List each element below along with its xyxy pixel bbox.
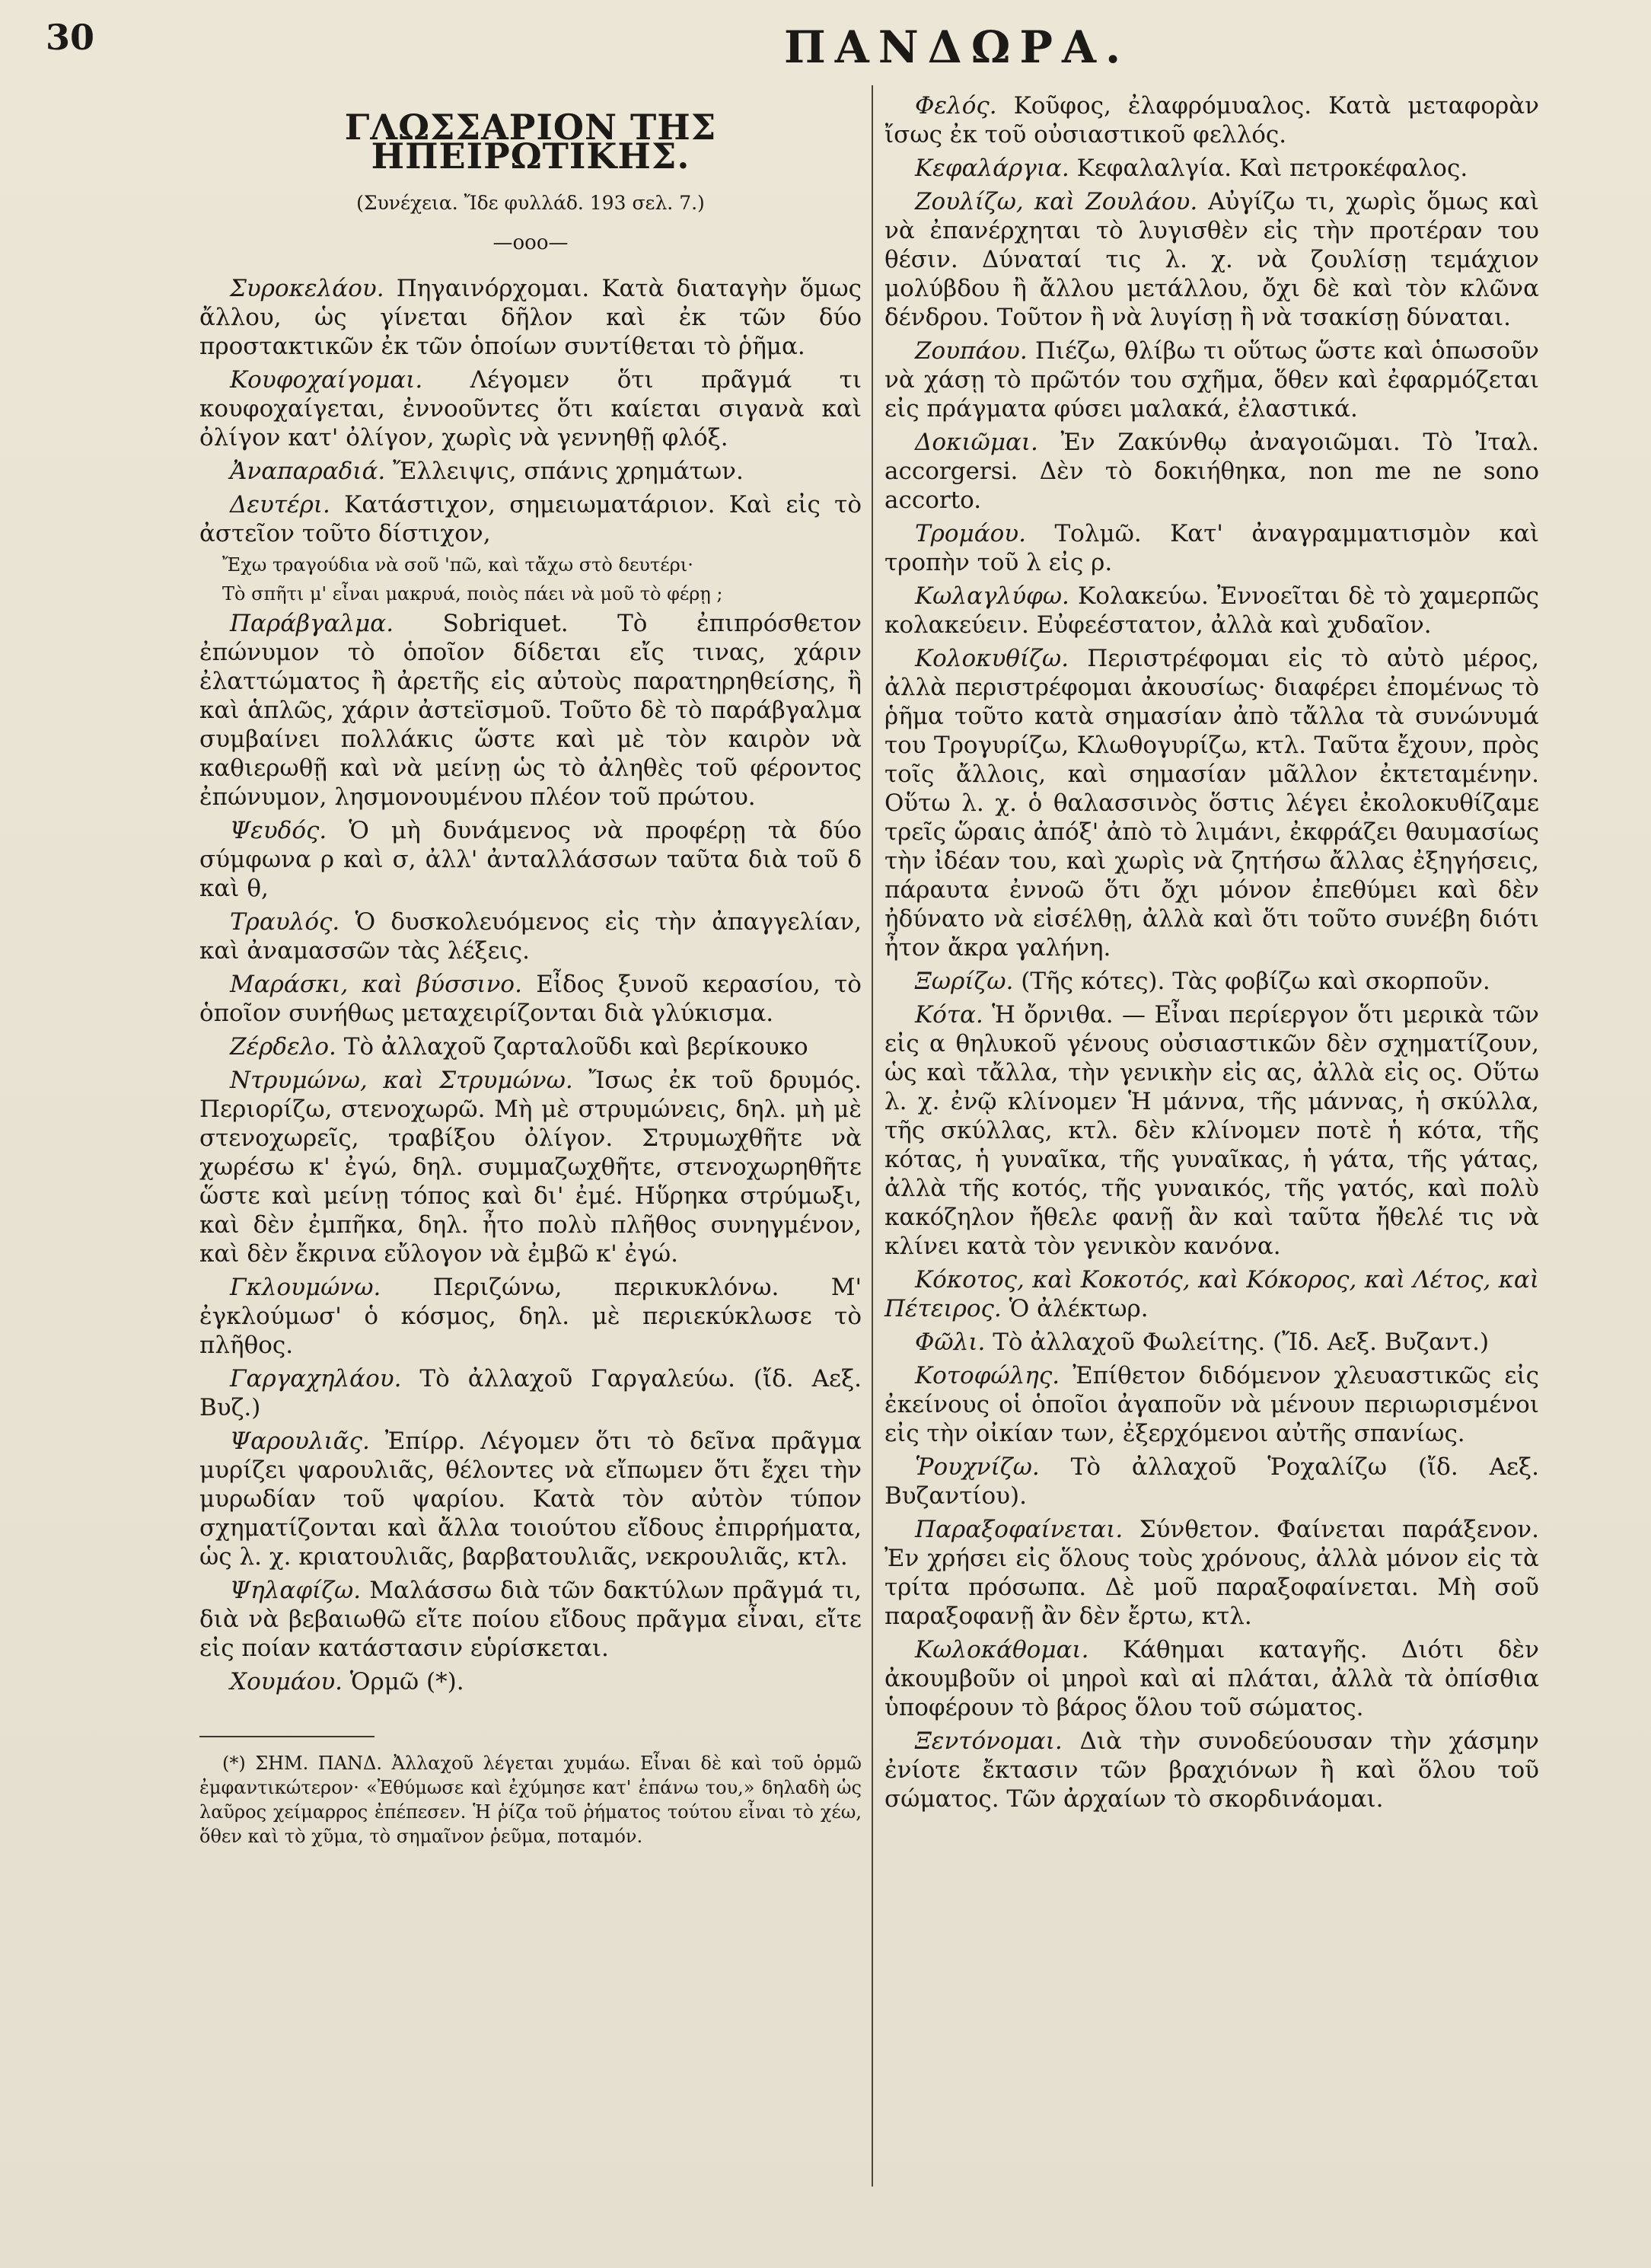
headword: Κουφοχαίγομαι.: [230, 366, 423, 394]
glossary-entry: [884, 644, 1539, 962]
glossary-entry: [884, 1635, 1539, 1722]
glossary-entry: [884, 337, 1539, 423]
glossary-entry: [884, 1328, 1539, 1357]
headword: Φελός.: [915, 92, 997, 120]
headword: Κότα.: [915, 1001, 983, 1029]
glossary-entry: [199, 816, 862, 903]
glossary-entry: [199, 1427, 862, 1571]
footnote-rule: [199, 1736, 375, 1737]
glossary-entry: [199, 609, 862, 812]
definition: Τὸ ἀλλαχοῦ Ῥοχαλίζω (ἴδ. Αεξ. Βυζαντίου).: [884, 1453, 1539, 1510]
headword: Ἀναπαραδιά.: [230, 458, 386, 485]
definition: Τὸ ἀλλαχοῦ Φωλείτης. (Ἴδ. Αεξ. Βυζαντ.): [993, 1329, 1490, 1356]
headword: Ψαρουλιᾶς.: [230, 1427, 370, 1455]
glossary-entry: [884, 519, 1539, 577]
headword: Κωλοκάθομαι.: [915, 1636, 1089, 1664]
definition: Κοῦφος, ἐλαφρόμυαλος. Κατὰ μεταφορὰν ἴσως ἐκ τοῦ οὐσιαστικοῦ φελλός.: [884, 92, 1539, 148]
glossary-entry: [199, 1576, 862, 1663]
headword: Παραξοφαίνεται.: [915, 1516, 1124, 1543]
headword: Φῶλι.: [915, 1329, 986, 1356]
definition: (Τῆς κότες). Τὰς φοβίζω καὶ σκορποῦν.: [1021, 968, 1490, 995]
glossary-entry: [199, 457, 862, 486]
headword: Ντρυμώνω, καὶ Στρυμώνω.: [230, 1067, 573, 1094]
definition: Ὁ μὴ δυνάμενος νὰ προφέρῃ τὰ δύο σύμφωνα ρ καὶ σ, ἀλλ' ἀνταλλάσσων ταῦτα διὰ τοῦ δ καὶ θ,: [199, 817, 862, 902]
glossary-entry: [884, 582, 1539, 640]
definition: Λέγομεν ὅτι πρᾶγμά τι κουφοχαίγεται, ἐννοοῦντες ὅτι καίεται σιγανὰ καὶ ὀλίγον κατ' ὀλίγον, χωρὶς νὰ γεννηθῇ φλόξ.: [199, 366, 862, 451]
definition: Περιζώνω, περικυκλόνω. Μ' ἐγκλούμωσ' ὁ κόσμος, δηλ. μὲ περιεκύκλωσε τὸ πλῆθος.: [199, 1274, 862, 1359]
headword: Ψευδός.: [230, 817, 327, 844]
headword: Δοκιῶμαι.: [915, 429, 1038, 456]
glossary-entry: [884, 1727, 1539, 1813]
glossary-entry: [199, 1364, 862, 1422]
headword: Ζουπάου.: [915, 337, 1028, 365]
glossary-entry: [199, 1066, 862, 1268]
glossary-entry: [199, 490, 862, 548]
section-title: ΓΛΩΣΣΑΡΙΟΝ ΤΗΣ ΗΠΕΙΡΩΤΙΚΗΣ.: [344, 107, 717, 177]
section-subtitle: (Συνέχεια. Ἴδε φυλλάδ. 193 σελ. 7.): [356, 192, 705, 214]
verse-line: Τὸ σπῆτι μ' εἶναι μακρυά, ποιὸς πάει νὰ μοῦ τὸ φέρῃ ;: [222, 583, 723, 604]
definition: Ἴσως ἐκ τοῦ δρυμός. Περιορίζω, στενοχωρῶ. Μὴ μὲ στρυμώνεις, δηλ. μὴ μὲ στενοχωρεῖς, τραβίξου ὀλίγον. Στρυμωχθῆτε νὰ χωρέσω κ' ἐγώ, δηλ. συμμαζωχθῆτε, στενοχωρηθῆτε ὥστε καὶ μείνῃ τόπος καὶ δι' ἐμέ. Ηὕρηκα στρύμωξι, καὶ δὲν ἐμπῆκα, δηλ. ἦτο πολὺ πλῆθος συνηγμένον, καὶ δὲν ἔκρινα εὔλογον νὰ ἐμβῶ κ' ἐγώ.: [199, 1067, 862, 1268]
running-title: ΠΑΝΔΩΡΑ.: [784, 21, 1130, 73]
definition: Ὁ δυσκολευόμενος εἰς τὴν ἀπαγγελίαν, καὶ ἀναμασσῶν τὰς λέξεις.: [199, 908, 862, 965]
definition: Ἐπίρρ. Λέγομεν ὅτι τὸ δεῖνα πρᾶγμα μυρίζει ψαρουλιᾶς, θέλοντες νὰ εἴπωμεν ὅτι ἔχει τὴν μυρωδίαν τοῦ ψαρίου. Κατὰ τὸν αὐτὸν τύπον σχηματίζονται καὶ ἄλλα τοιούτου εἴδους ἐπιρρήματα, ὡς λ. χ. κριατουλιᾶς, βαρβατουλιᾶς, νεκρουλιᾶς, κτλ.: [199, 1427, 862, 1571]
glossary-entry: [884, 91, 1539, 149]
right-column: [884, 91, 1539, 1818]
headword: Συροκελάου.: [230, 275, 384, 302]
definition: Εἶδος ξυνοῦ κερασίου, τὸ ὁποῖον συνήθως μεταχειρίζονται διὰ γλύκισμα.: [199, 971, 862, 1027]
headword: Ζέρδελο.: [230, 1033, 336, 1061]
definition: Ἐν Ζακύνθῳ ἀναγοιῶμαι. Τὸ Ἰταλ. accorgersi. Δὲν τὸ δοκιήθηκα, non me ne sono accorto.: [884, 429, 1539, 514]
headword: Τρομάου.: [915, 520, 1027, 547]
glossary-entry: [199, 1032, 862, 1061]
definition: Σύνθετον. Φαίνεται παράξενον. Ἐν χρήσει εἰς ὅλους τοὺς χρόνους, ἀλλὰ μόνον εἰς τὰ τρίτα πρόσωπα. Δὲ μοῦ παραξοφαίνεται. Μὴ σοῦ παραξοφανῇ ἂν δὲν ἔρτω, κτλ.: [884, 1516, 1539, 1630]
headword: Ῥουχνίζω.: [915, 1453, 1040, 1481]
headword: Δευτέρι.: [230, 491, 330, 518]
definition: Ὁ ἀλέκτωρ.: [1009, 1295, 1149, 1322]
glossary-entry: [199, 908, 862, 965]
headword: Ξεντόνομαι.: [915, 1727, 1063, 1755]
headword: Μαράσκι, καὶ βύσσινο.: [230, 971, 522, 998]
headword: Παράβγαλμα.: [230, 610, 394, 637]
definition: Τολμῶ. Κατ' ἀναγραμματισμὸν καὶ τροπὴν τοῦ λ εἰς ρ.: [884, 520, 1539, 576]
headword: Κοτοφώλης.: [915, 1362, 1060, 1389]
headword: Τραυλός.: [230, 908, 340, 936]
glossary-entry: [884, 154, 1539, 183]
verse-line: Ἔχω τραγούδια νὰ σοῦ 'πῶ, καὶ τἄχω στὸ δευτέρι·: [222, 554, 693, 576]
headword: Ζουλίζω, καὶ Ζουλάου.: [915, 188, 1198, 215]
definition: Τὸ ἀλλαχοῦ Γαργαλεύω. (ἴδ. Αεξ. Βυζ.): [199, 1365, 862, 1421]
definition: Διὰ τὴν συνοδεύουσαν τὴν χάσμην ἐνίοτε ἔκτασιν τῶν βραχιόνων ἢ καὶ ὅλου τοῦ σώματος. Τῶν ἀρχαίων τὸ σκορδινάομαι.: [884, 1727, 1539, 1813]
definition: Αὐγίζω τι, χωρὶς ὅμως καὶ νὰ ἐπανέρχηται τὸ λυγισθὲν εἰς τὴν προτέραν του θέσιν. Δύναταί τις λ. χ. νὰ ζουλίσῃ τεμάχιον μολύβδου ἢ ἄλλου μετάλλου, ὄχι δὲ καὶ τὸν κλῶνα δένδρου. Τοῦτον ἢ νὰ λυγίσῃ ἢ νὰ τσακίσῃ δύναται.: [884, 188, 1539, 331]
glossary-entry: [884, 967, 1539, 996]
glossary-entry: [199, 1667, 862, 1696]
glossary-entry: [884, 1453, 1539, 1510]
definition: Πηγαινόρχομαι. Κατὰ διαταγὴν ὅμως ἄλλου, ὡς γίνεται δῆλον καὶ ἐκ τῶν δύο προστακτικῶν ἐκ τῶν ὁποίων συντίθεται τὸ ῥῆμα.: [199, 275, 862, 360]
page-number: 30: [46, 17, 95, 58]
glossary-entry: [199, 365, 862, 452]
definition: Ἐπίθετον διδόμενον χλευαστικῶς εἰς ἐκείνους οἱ ὁποῖοι ἀγαποῦν νὰ μένουν περιωρισμένοι εἰς τὴν οἰκίαν των, ἐξερχόμενοι αὐτῆς σπανίως.: [884, 1362, 1539, 1447]
definition: Κάθημαι καταγῆς. Διότι δὲν ἀκουμβοῦν οἱ μηροὶ καὶ αἱ πλάται, ἀλλὰ τὰ ὀπίσθια ὑποφέρουν τὸ βάρος ὅλου τοῦ σώματος.: [884, 1636, 1539, 1721]
headword: Γκλουμώνω.: [230, 1274, 381, 1301]
column-divider: [872, 85, 873, 2187]
definition: Πιέζω, θλίβω τι οὕτως ὥστε καὶ ὁπωσοῦν νὰ χάσῃ τὸ πρῶτόν του σχῆμα, ὅθεν καὶ ἐφαρμόζεται εἰς πράγματα φύσει μαλακά, ἐλαστικά.: [884, 337, 1539, 423]
definition: Κατάστιχον, σημειωματάριον. Καὶ εἰς τὸ ἀστεῖον τοῦτο δίστιχον,: [199, 491, 862, 547]
definition: Ἡ ὄρνιθα. — Εἶναι περίεργον ὅτι μερικὰ τῶν εἰς α θηλυκοῦ γένους οὐσιαστικῶν δὲν σχηματίζουν, ὡς καὶ τἄλλα, τὴν γενικὴν εἰς ας, ἀλλὰ εἰς ος. Οὕτω λ. χ. ἐνῷ κλίνομεν Ἡ μάννα, τῆς μάννας, ἡ σκύλλα, τῆς σκύλλας, κτλ. δὲν κλίνομεν ποτὲ ἡ κότα, τῆς κότας, ἡ γυναῖκα, τῆς γυναῖκας, ἡ γάτα, τῆς γάτας, ἀλλὰ τῆς κοτός, τῆς γυναικός, τῆς γατός, καὶ πολὺ κακόζηλον ἤθελε φανῇ ἂν καὶ ταῦτα ἤθελέ τις νὰ κλίνει κατὰ τὸν γενικὸν κανόνα.: [884, 1001, 1539, 1260]
definition: Κολακεύω. Ἐννοεῖται δὲ τὸ χαμερπῶς κολακεύειν. Εὐφεέστατον, ἀλλὰ καὶ χυδαῖον.: [884, 582, 1539, 639]
right-entries: [884, 91, 1539, 1813]
definition: Sobriquet. Τὸ ἐπιπρόσθετον ἐπώνυμον τὸ ὁποῖον δίδεται εἴς τινας, χάριν ἐλαττώματος ἢ ἀρετῆς εἰς αὐτοὺς παρατηρηθείσης, ἢ καὶ ἁπλῶς, χάριν ἀστεϊσμοῦ. Τοῦτο δὲ τὸ παράβγαλμα συμβαίνει πολλάκις ὥστε καὶ μὲ τὸν καιρὸν νὰ καθιερωθῇ καὶ νὰ μείνῃ ὡς τὸ ἀληθὲς τοῦ φέροντος ἐπώνυμον, λησμονουμένου πλέον τοῦ πρώτου.: [199, 610, 862, 811]
headword: Χουμάου.: [230, 1668, 343, 1695]
definition: Κεφαλαλγία. Καὶ πετροκέφαλος.: [1076, 155, 1468, 182]
footnote: (*) ΣΗΜ. ΠΑΝΔ. Ἀλλαχοῦ λέγεται χυμάω. Εἶναι δὲ καὶ τοῦ ὁρμῶ ἐμφαντικώτερον· «Ἐθύμωσε καὶ ἐχύμησε κατ' ἐπάνω του,» δηλαδὴ ὡς λαῦρος χείμαρρος ἐπέπεσεν. Ἡ ῥίζα τοῦ ῥήματος τούτου εἶναι τὸ χέω, ὅθεν καὶ τὸ χῦμα, τὸ σημαῖνον ῥεῦμα, ποταμόν.: [199, 1753, 862, 1847]
headword: Κεφαλάργια.: [915, 155, 1069, 182]
section-separator: —ooo—: [492, 231, 569, 254]
definition: Ἔλλειψις, σπάνις χρημάτων.: [393, 458, 744, 485]
headword: Ξωρίζω.: [915, 968, 1014, 995]
headword: Γαργαχηλάου.: [230, 1365, 402, 1392]
glossary-entry: [884, 428, 1539, 515]
glossary-entry: [884, 1515, 1539, 1631]
glossary-entry: [884, 1361, 1539, 1448]
left-column: [199, 91, 862, 1849]
headword: Κωλαγλύφω.: [915, 582, 1069, 610]
glossary-entry: [199, 274, 862, 361]
headword: Κολοκυθίζω.: [915, 645, 1069, 672]
headword: Κόκοτος, καὶ Κοκοτός, καὶ Κόκορος, καὶ Λέτος, καὶ Πέτειρος.: [884, 1266, 1539, 1322]
definition: Περιστρέφομαι εἰς τὸ αὐτὸ μέρος, ἀλλὰ περιστρέφομαι ἀκουσίως· διαφέρει ἐπομένως τὸ ῥῆμα τοῦτο κατὰ σημασίαν ἀπὸ τἄλλα τὰ συνώνυμά του Τρογυρίζω, Κλωθογυρίζω, κτλ. Ταῦτα ἔχουν, πρὸς τοῖς ἄλλοις, καὶ σημασίαν μᾶλλον ἐκτεταμένην. Οὕτω λ. χ. ὁ θαλασσινὸς ὅστις λέγει ἐκολοκυθίζαμε τρεῖς ὥραις ἀπόξ' ἀπὸ τὸ λιμάνι, ἐκφράζει θαυμασίως τὴν ἰδέαν του, καὶ χωρὶς νὰ ζητήσω ἄλλας ἐξηγήσεις, πάραυτα ἐννοῶ ὅτι ὄχι μόνον ἐπεθύμει καὶ δὲν ἠδύνατο νὰ εἰσέλθῃ, ἀλλὰ καὶ ὅτι τοῦτο συνέβη διότι ἦτον ἄκρα γαλήνη.: [884, 645, 1540, 962]
glossary-entry: [884, 1000, 1539, 1261]
glossary-entry: [199, 970, 862, 1028]
headword: Ψηλαφίζω.: [230, 1577, 362, 1604]
definition: Μαλάσσω διὰ τῶν δακτύλων πρᾶγμά τι, διὰ νὰ βεβαιωθῶ εἴτε ποίου εἴδους πρᾶγμα εἶναι, εἴτε εἰς ποίαν κατάστασιν εὑρίσκεται.: [199, 1577, 862, 1662]
definition: Τὸ ἀλλαχοῦ ζαρταλοῦδι καὶ βερίκουκο: [343, 1033, 808, 1061]
glossary-entry: [884, 187, 1539, 332]
glossary-entry: [199, 1273, 862, 1360]
left-entries: [199, 274, 862, 1696]
glossary-entry: [884, 1265, 1539, 1323]
definition: Ὁρμῶ (*).: [349, 1668, 464, 1695]
